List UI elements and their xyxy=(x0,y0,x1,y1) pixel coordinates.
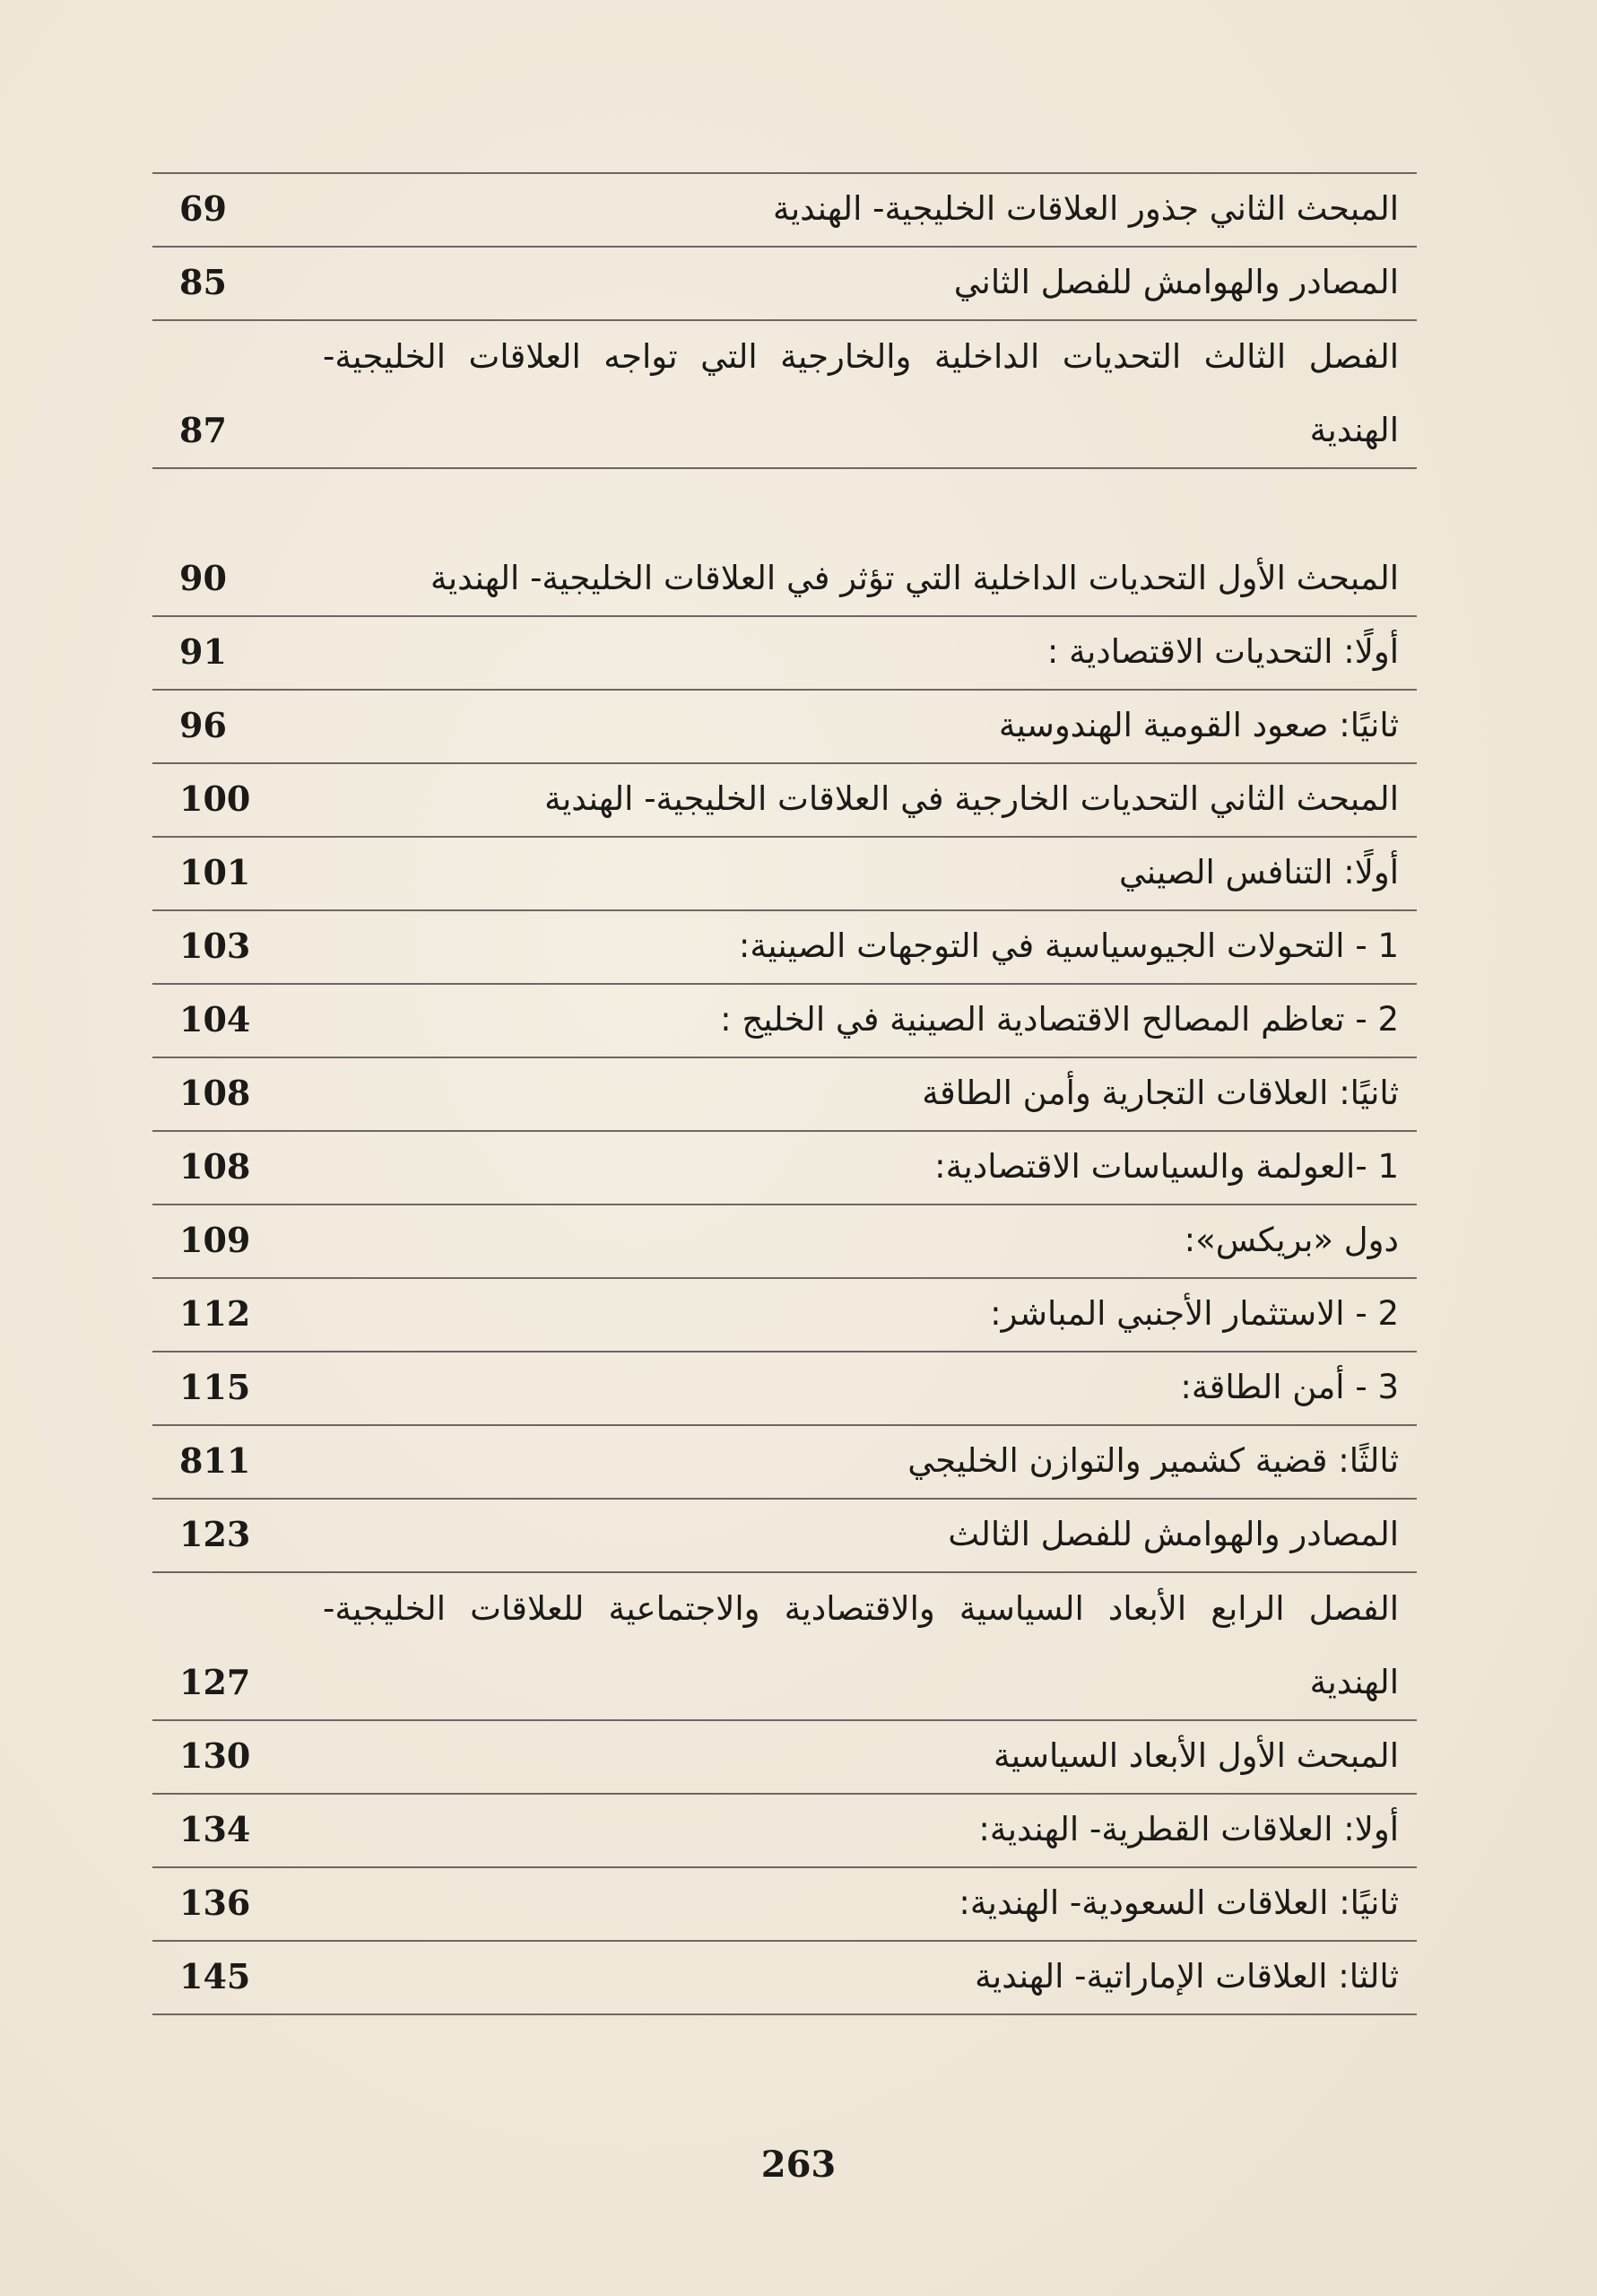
toc-entry-title: 1 -العولمة والسياسات الاقتصادية: xyxy=(934,1147,1399,1186)
toc-entry xyxy=(152,1352,1417,1426)
toc-entry xyxy=(152,691,1417,764)
toc-entry-page: 101 xyxy=(179,852,251,892)
toc-entry xyxy=(152,1868,1417,1942)
table-of-contents xyxy=(152,172,1417,2015)
toc-entry-title: أولا: العلاقات القطرية- الهندية: xyxy=(978,1810,1399,1848)
toc-entry-title: دول «بريكس»: xyxy=(1184,1221,1399,1259)
toc-entry-page: 123 xyxy=(179,1514,251,1554)
toc-entry-title: الفصل الثالث التحديات الداخلية والخارجية التي تواجه العلاقات الخليجية- الهندية xyxy=(323,337,1399,449)
toc-entry-title: 1 - التحولات الجيوسياسية في التوجهات الصينية: xyxy=(738,926,1399,965)
toc-entry xyxy=(152,174,1417,248)
toc-entry xyxy=(152,911,1417,985)
toc-entry-title: المبحث الثاني التحديات الخارجية في العلاقات الخليجية- الهندية xyxy=(544,779,1399,818)
toc-entry-title: أولًا: التنافس الصيني xyxy=(1118,853,1399,891)
toc-entry xyxy=(152,1058,1417,1132)
toc-entry-title: ثانيًا: العلاقات السعودية- الهندية: xyxy=(959,1883,1399,1922)
toc-entry xyxy=(152,1132,1417,1205)
toc-entry-page: 811 xyxy=(179,1440,251,1481)
toc-entry xyxy=(152,1942,1417,2015)
toc-entry-page: 108 xyxy=(179,1146,251,1187)
toc-entry-title: المصادر والهوامش للفصل الثالث xyxy=(948,1515,1399,1553)
toc-entry-title: المبحث الأول التحديات الداخلية التي تؤثر في العلاقات الخليجية- الهندية xyxy=(430,559,1399,597)
toc-entry xyxy=(152,1279,1417,1352)
toc-entry-title: المبحث الأول الأبعاد السياسية xyxy=(993,1736,1399,1775)
toc-entry-page: 112 xyxy=(179,1293,251,1334)
toc-entry-title: المبحث الثاني جذور العلاقات الخليجية- الهندية xyxy=(773,189,1399,228)
toc-entry-page: 130 xyxy=(179,1735,251,1776)
toc-entry-page: 109 xyxy=(179,1220,251,1260)
toc-entry-page: 100 xyxy=(179,778,251,819)
toc-entry xyxy=(152,248,1417,321)
toc-entry xyxy=(152,1205,1417,1279)
toc-entry xyxy=(152,838,1417,911)
toc-entry-title: 2 - الاستثمار الأجنبي المباشر: xyxy=(990,1294,1399,1333)
toc-entry-title: أولًا: التحديات الاقتصادية : xyxy=(1046,632,1399,671)
toc-entry-page: 145 xyxy=(179,1956,251,1996)
toc-entry xyxy=(152,1721,1417,1795)
toc-entry xyxy=(152,1426,1417,1500)
page-number-footer: 263 xyxy=(760,2144,837,2186)
toc-entry-page: 115 xyxy=(179,1367,251,1407)
toc-entry xyxy=(152,764,1417,838)
toc-entry-page: 108 xyxy=(179,1073,251,1113)
toc-entry xyxy=(152,1500,1417,1573)
toc-entry-page: 103 xyxy=(179,926,251,966)
toc-entry-title: المصادر والهوامش للفصل الثاني xyxy=(953,263,1399,301)
toc-entry-page: 134 xyxy=(179,1809,251,1849)
toc-entry-page: 69 xyxy=(179,188,227,229)
toc-entry-title: ثانيًا: صعود القومية الهندوسية xyxy=(998,706,1399,744)
toc-entry-page: 87 xyxy=(179,410,227,450)
toc-entry-page: 96 xyxy=(179,705,227,745)
toc-entry xyxy=(152,1573,1417,1721)
toc-entry-title: 2 - تعاظم المصالح الاقتصادية الصينية في الخليج : xyxy=(720,1000,1399,1039)
toc-entry-page: 85 xyxy=(179,262,227,302)
toc-entry xyxy=(152,985,1417,1058)
toc-entry-title: ثالثا: العلاقات الإماراتية- الهندية xyxy=(975,1957,1399,1996)
toc-entry-page: 104 xyxy=(179,999,251,1039)
toc-entry-title: ثالثًا: قضية كشمير والتوازن الخليجي xyxy=(907,1441,1399,1480)
toc-entry-title: الفصل الرابع الأبعاد السياسية والاقتصادية والاجتماعية للعلاقات الخليجية- الهندية xyxy=(323,1589,1399,1701)
toc-entry xyxy=(152,321,1417,469)
toc-entry-page: 136 xyxy=(179,1883,251,1923)
toc-entry-page: 90 xyxy=(179,558,227,598)
toc-entry xyxy=(152,617,1417,691)
toc-entry xyxy=(152,1795,1417,1868)
toc-entry-page: 127 xyxy=(179,1662,251,1702)
toc-entry-title: ثانيًا: العلاقات التجارية وأمن الطاقة xyxy=(922,1074,1399,1112)
toc-entry-page: 91 xyxy=(179,631,227,672)
toc-entry-title: 3 - أمن الطاقة: xyxy=(1180,1368,1399,1406)
toc-entry xyxy=(152,469,1417,617)
